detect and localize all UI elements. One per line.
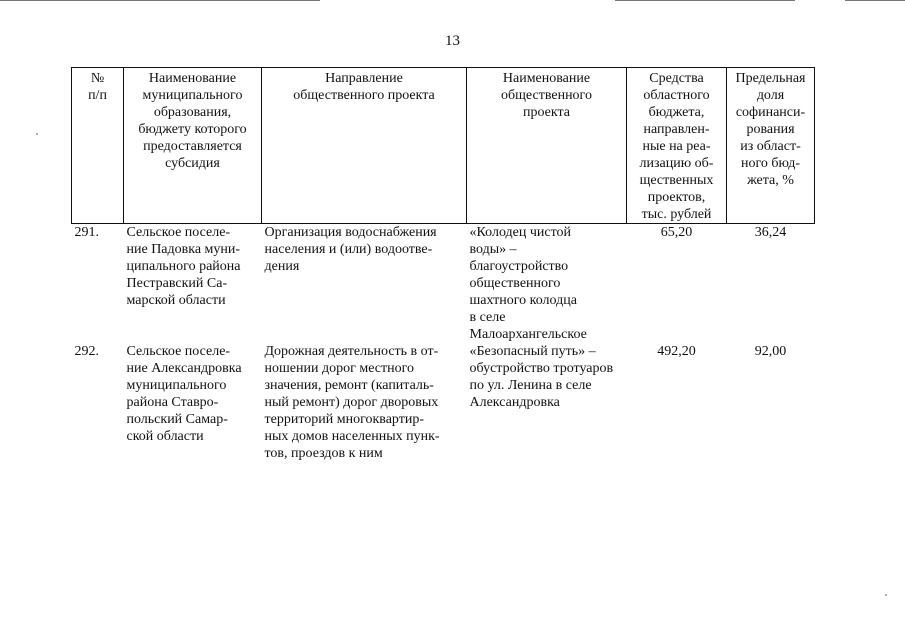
header-project-name: Наименование общественного проекта — [467, 68, 627, 224]
row-direction: Организация водоснабжения населения и (или) водоотве- дения — [264, 225, 437, 274]
header-number: № п/п — [72, 68, 124, 224]
row-municipality: Сельское поселе- ние Падовка муни- ципального района Пестравский Са- марской области — [126, 225, 241, 308]
row-municipality: Сельское поселе- ние Александровка муниципального района Ставро- польский Самар- ской области — [126, 344, 242, 444]
row-direction: Дорожная деятельность в от- ношении дорог местного значения, ремонт (капиталь- ный ремонт) дорог дворовых территорий многоквартир- ных домов населенных пунк- тов, проездов к ним — [264, 344, 440, 461]
table-row — [72, 343, 815, 462]
header-direction: Направление общественного проекта — [262, 68, 467, 224]
scan-edge-line — [0, 0, 320, 1]
header-funds: Средства областного бюджета, направлен- ные на реа- лизацию об- щественных проектов, тыс. рублей — [627, 68, 727, 224]
page-number: 13 — [445, 33, 460, 49]
table-row — [72, 224, 815, 344]
row-project: «Безопасный путь» – обустройство тротуаров по ул. Ленина в селе Александровка — [469, 344, 614, 410]
scan-edge-line — [845, 0, 905, 1]
row-number: 291. — [74, 225, 99, 240]
subsidy-table — [71, 67, 815, 462]
row-share: 36,24 — [754, 225, 787, 240]
scan-speck — [885, 594, 887, 596]
header-row — [72, 68, 815, 224]
scan-edge-line — [615, 0, 795, 1]
header-cofinancing-share: Предельная доля софинанси- рования из област- ного бюд- жета, % — [727, 68, 815, 224]
row-project: «Колодец чистой воды» – благоустройство общественного шахтного колодца в селе Малоархангельское — [469, 225, 587, 342]
row-funds: 492,20 — [657, 344, 696, 359]
row-share: 92,00 — [754, 344, 787, 359]
scan-speck — [36, 133, 38, 135]
header-municipality: Наименование муниципального образования, бюджету которого предоставляется субсидия — [124, 68, 262, 224]
row-funds: 65,20 — [660, 225, 693, 240]
row-number: 292. — [74, 344, 99, 359]
